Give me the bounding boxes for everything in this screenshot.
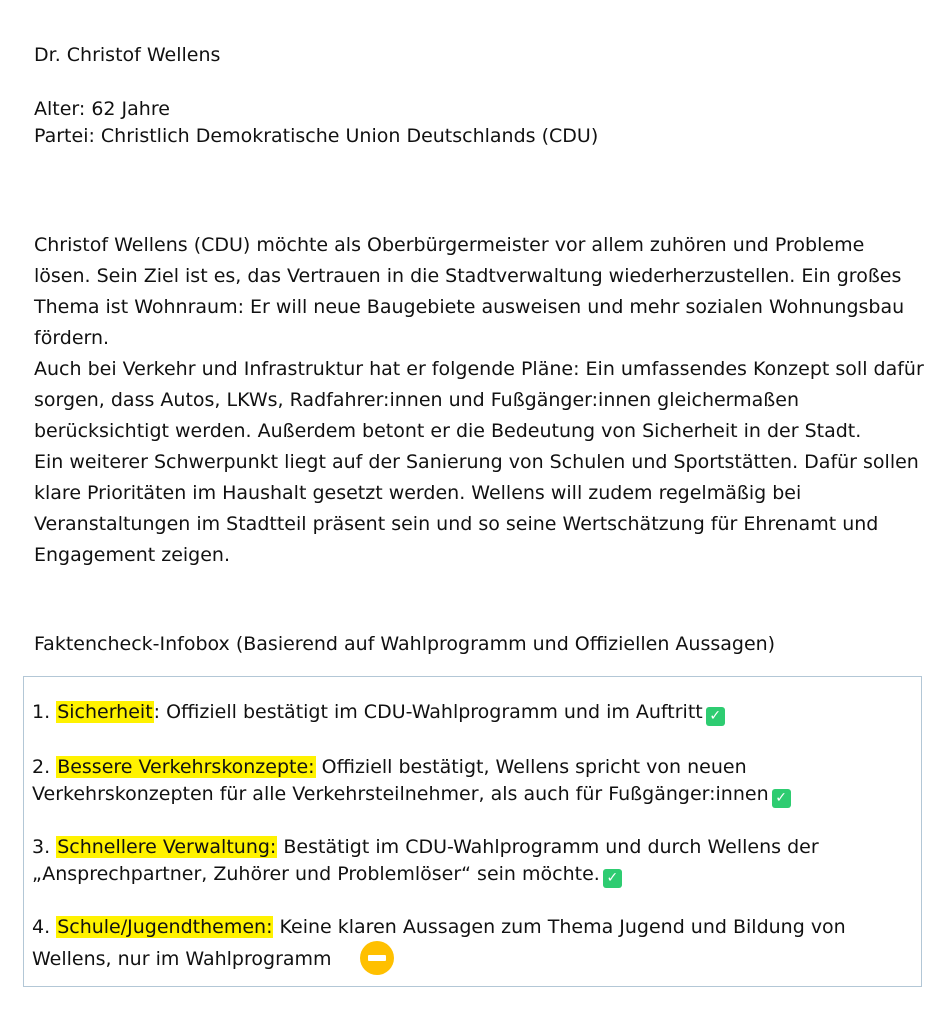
item-text: Offiziell bestätigt, Wellens spricht von neuen Verkehrskonzepten für alle Verkehrsteilnehmer, als auch für Fußgänger:innen — [32, 756, 769, 805]
candidate-party: Partei: Christlich Demokratische Union Deutschlands (CDU) — [34, 125, 599, 147]
item-topic-highlight: Schnellere Verwaltung: — [57, 836, 277, 858]
bio-paragraph: Ein weiterer Schwerpunkt liegt auf der Sanierung von Schulen und Sportstätten. Dafür sollen klare Prioritäten im Haushalt gesetzt werden. Wellens will zudem regelmäßig bei Veranstaltungen im Stadtteil präsent sein und so seine Wertschätzung für Ehrenamt und Engagement zeigen. — [34, 451, 919, 566]
candidate-meta — [34, 96, 924, 150]
factcheck-item — [32, 699, 912, 726]
candidate-name: Dr. Christof Wellens — [34, 44, 221, 66]
check-mark-icon: ✓ — [772, 789, 791, 808]
neutral-minus-icon — [360, 941, 394, 975]
factcheck-infobox — [23, 676, 922, 987]
bio-paragraph: Christof Wellens (CDU) möchte als Oberbürgermeister vor allem zuhören und Probleme lösen. Sein Ziel ist es, das Vertrauen in die Stadtverwaltung wiederherzustellen. Ein großes Thema ist Wohnraum: Er will neue Baugebiete ausweisen und mehr sozialen Wohnungsbau fördern. — [34, 234, 905, 349]
item-number: 1. — [32, 701, 51, 723]
check-mark-icon: ✓ — [706, 707, 725, 726]
candidate-age: Alter: 62 Jahre — [34, 98, 170, 120]
item-number: 3. — [32, 836, 51, 858]
item-number: 4. — [32, 916, 51, 938]
item-topic-highlight: Schule/Jugendthemen: — [57, 916, 273, 938]
check-mark-icon: ✓ — [603, 869, 622, 888]
item-text: Keine klaren Aussagen zum Thema Jugend und Bildung von Wellens, nur im Wahlprogramm — [32, 916, 846, 970]
item-topic-highlight: Sicherheit — [57, 701, 153, 723]
item-topic-highlight: Bessere Verkehrskonzepte: — [57, 756, 315, 778]
factcheck-item — [32, 834, 912, 888]
item-text: Bestätigt im CDU-Wahlprogramm und durch Wellens der „Ansprechpartner, Zuhörer und Problemlöser“ sein möchte. — [32, 836, 819, 885]
item-text: : Offiziell bestätigt im CDU-Wahlprogramm und im Auftritt — [153, 701, 703, 723]
bio-paragraph: Auch bei Verkehr und Infrastruktur hat er folgende Pläne: Ein umfassendes Konzept soll dafür sorgen, dass Autos, LKWs, Radfahrer:innen und Fußgänger:innen gleichermaßen berücksichtigt werden. Außerdem betont er die Bedeutung von Sicherheit in der Stadt. — [34, 358, 924, 442]
item-number: 2. — [32, 756, 51, 778]
candidate-bio — [34, 230, 924, 571]
factcheck-item — [32, 754, 912, 808]
infobox-title: Faktencheck-Infobox (Basierend auf Wahlprogramm und Offiziellen Aussagen) — [34, 633, 776, 655]
factcheck-item — [32, 914, 912, 975]
